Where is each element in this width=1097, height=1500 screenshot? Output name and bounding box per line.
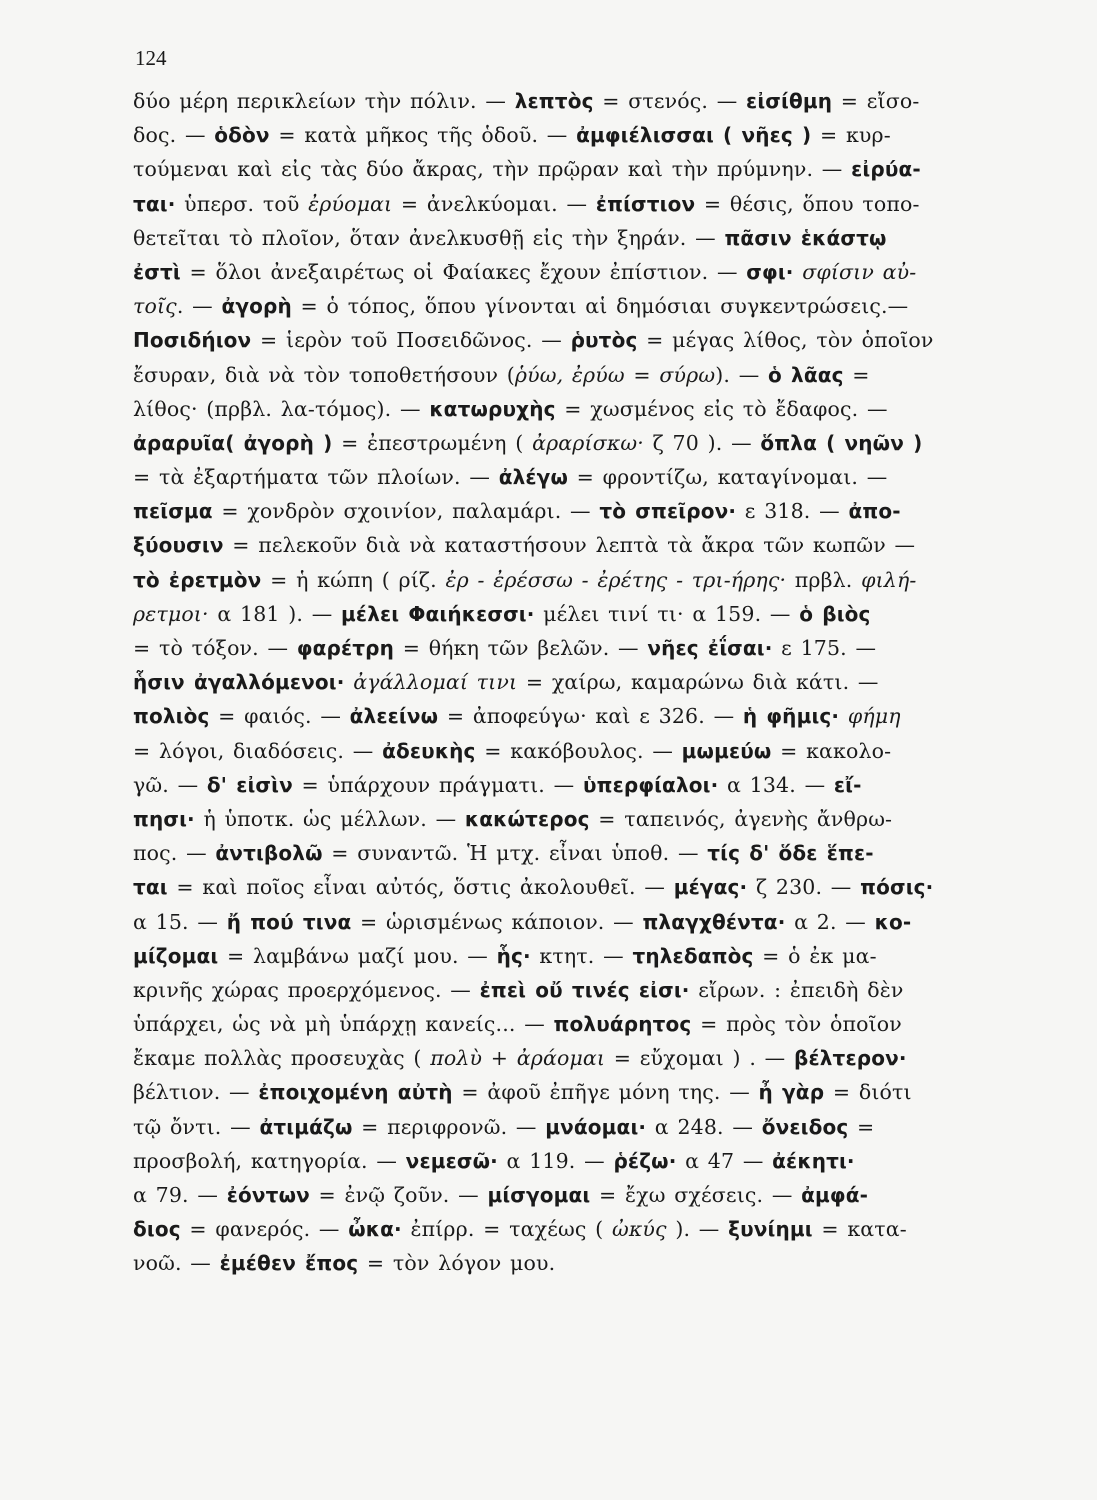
gloss-text: = χωσμένος εἰς τὸ ἔδαφος. — bbox=[555, 396, 888, 421]
text-line bbox=[133, 255, 991, 289]
gloss-text: = στενός. — bbox=[593, 89, 747, 113]
gloss-text: α 119. — bbox=[497, 1148, 614, 1173]
gloss-text: νοῶ. — bbox=[133, 1251, 220, 1276]
headword: ἀμφιέλισσαι ( νῆες ) bbox=[576, 123, 812, 148]
text-line bbox=[133, 221, 991, 255]
gloss-text: = συναντῶ. Ἡ μτχ. εἶναι ὑποθ. — bbox=[322, 841, 708, 866]
headword: ὁ βιὸς bbox=[799, 601, 871, 626]
text-line bbox=[133, 939, 991, 973]
gloss-text: τῷ ὄντι. — bbox=[133, 1114, 260, 1139]
headword: ἦ γὰρ bbox=[758, 1080, 825, 1105]
headword: νῆες ἐΐσαι· bbox=[647, 636, 773, 660]
headword: μέγας· bbox=[673, 875, 748, 900]
gloss-text: ἐπίρρ. = ταχέως ( bbox=[401, 1217, 612, 1242]
headword: κακώτερος bbox=[464, 806, 590, 831]
headword: ἐστὶ bbox=[133, 259, 181, 284]
gloss-text: πρβλ. bbox=[786, 567, 862, 592]
gloss-text: = ἀφοῦ ἐπῆγε μόνη της. — bbox=[452, 1080, 759, 1105]
gloss-text: . — bbox=[176, 294, 222, 319]
text-line bbox=[133, 734, 991, 768]
gloss-text: = ὡρισμένως κάποιον. — bbox=[351, 909, 643, 934]
headword: μίσγομαι bbox=[487, 1183, 591, 1207]
headword: διος bbox=[133, 1217, 181, 1242]
gloss-text: ζ 230. — bbox=[747, 875, 861, 900]
headword: εἴ- bbox=[833, 772, 862, 797]
headword: ὄνειδος bbox=[761, 1114, 849, 1139]
italic-gloss: τοῖς bbox=[133, 294, 177, 319]
gloss-text: κτητ. — bbox=[530, 943, 633, 968]
gloss-text: = ἀποφεύγω· καὶ ε 326. — bbox=[438, 704, 743, 729]
headword: ἀραρυῖα( ἀγορὴ ) bbox=[133, 430, 333, 455]
headword: πησι· bbox=[133, 806, 195, 831]
gloss-text: = καὶ ποῖος εἶναι αὐτός, ὅστις ἀκολουθεῖ. — bbox=[167, 875, 674, 900]
headword: ἀπο- bbox=[848, 499, 901, 524]
headword: κο- bbox=[874, 909, 912, 934]
headword: ὁδὸν bbox=[214, 123, 270, 148]
text-line bbox=[133, 187, 991, 221]
headword: τηλεδαπὸς bbox=[632, 943, 754, 968]
gloss-text: = θήκη τῶν βελῶν. — bbox=[394, 636, 648, 660]
headword: τὸ ἐρετμὸν bbox=[133, 567, 262, 592]
gloss-text bbox=[794, 260, 803, 284]
gloss-text: = χαίρω, καμαρώνω διὰ κάτι. — bbox=[517, 670, 879, 695]
gloss-text: βέλτιον. — bbox=[133, 1080, 259, 1105]
gloss-text: = διότι bbox=[824, 1080, 912, 1105]
text-line bbox=[133, 1178, 991, 1212]
headword: ῥυτὸς bbox=[570, 328, 638, 353]
headword: πεῖσμα bbox=[133, 499, 213, 524]
gloss-text: μέλει τινί τι· α 159. — bbox=[534, 601, 800, 626]
gloss-text: = φανερός. — bbox=[180, 1217, 349, 1242]
headword: εἰσίθμη bbox=[746, 89, 833, 113]
text-line bbox=[133, 1007, 991, 1041]
gloss-text: ε 175. — bbox=[772, 636, 877, 660]
gloss-text: = φαιός. — bbox=[209, 704, 350, 729]
headword: πολιὸς bbox=[133, 704, 210, 729]
text-line bbox=[133, 597, 991, 631]
headword: φαρέτρη bbox=[296, 636, 395, 660]
gloss-text: λίθος· (πρβλ. λα-τόμος). — bbox=[133, 396, 430, 421]
gloss-text: = εὔχομαι ) . — bbox=[605, 1046, 794, 1071]
text-line bbox=[133, 1041, 991, 1075]
gloss-text: γῶ. — bbox=[133, 772, 207, 797]
gloss-text: θετεῖται τὸ πλοῖον, ὅταν ἀνελκυσθῇ εἰς τὴν ξηράν. — bbox=[133, 225, 725, 250]
gloss-text: = τὸν λόγον μου. bbox=[358, 1251, 556, 1276]
gloss-text bbox=[345, 670, 354, 694]
text-line bbox=[133, 118, 991, 152]
gloss-text: κρινῆς χώρας προερχόμενος. — bbox=[133, 977, 480, 1002]
headword: εἰρύα- bbox=[851, 157, 921, 182]
gloss-text: = μέγας λίθος, τὸν ὁποῖον bbox=[637, 328, 934, 353]
text-line bbox=[133, 802, 991, 836]
headword: τὸ σπεῖρον· bbox=[599, 499, 737, 524]
gloss-text: = ὅλοι ἀνεξαιρέτως οἱ Φαίακες ἔχουν ἐπίστιον. — bbox=[180, 259, 747, 284]
headword: πλαγχθέντα· bbox=[642, 909, 786, 934]
gloss-text: α 2. — bbox=[785, 909, 875, 934]
gloss-text: ). — bbox=[666, 1217, 729, 1242]
gloss-text: = ὁ τόπος, ὅπου γίνονται αἱ δημόσιαι συγκεντρώσεις.— bbox=[291, 294, 909, 319]
gloss-text: δύο μέρη περικλείων τὴν πόλιν. — bbox=[133, 89, 515, 113]
text-line bbox=[133, 1144, 991, 1178]
italic-gloss: ἀγάλλομαί τινι bbox=[353, 670, 518, 695]
text-line bbox=[133, 563, 991, 597]
text-line bbox=[133, 836, 991, 870]
headword: ἐπεὶ οὔ τινές εἰσι· bbox=[479, 977, 690, 1002]
gloss-text: ζ 70 ). — bbox=[643, 430, 761, 455]
italic-gloss: φιλή- bbox=[861, 567, 917, 592]
gloss-text: = κατὰ μῆκος τῆς ὁδοῦ. — bbox=[269, 123, 577, 148]
text-line bbox=[133, 1212, 991, 1246]
headword: ἐπίστιον bbox=[595, 191, 696, 216]
text-line bbox=[133, 323, 991, 357]
headword: μίζομαι bbox=[133, 943, 219, 968]
headword: ἡ φῆμις· bbox=[742, 704, 840, 729]
text-line bbox=[133, 1075, 991, 1109]
text-line bbox=[133, 1110, 991, 1144]
text-line bbox=[133, 905, 991, 939]
headword: ἀντιβολῶ bbox=[215, 841, 323, 866]
headword: νεμεσῶ· bbox=[405, 1148, 498, 1173]
headword: ἐμέθεν ἔπος bbox=[219, 1251, 359, 1276]
gloss-text: δος. — bbox=[133, 123, 215, 148]
headword: ἐόντων bbox=[226, 1183, 310, 1207]
page-number: 124 bbox=[135, 46, 167, 70]
headword: ὅπλα ( νηῶν ) bbox=[760, 430, 923, 455]
headword: ἐποιχομένη αὐτὴ bbox=[258, 1080, 453, 1105]
gloss-text: εἴρων. : ἐπειδὴ δὲν bbox=[689, 977, 904, 1002]
gloss-text: = κυρ- bbox=[811, 123, 891, 148]
italic-gloss: πολὺ + ἀράομαι bbox=[430, 1046, 606, 1071]
italic-gloss: σφίσιν αὐ- bbox=[802, 259, 917, 284]
gloss-text: = ἡ κώπη ( ρίζ. bbox=[261, 567, 446, 592]
gloss-text: = λαμβάνω μαζί μου. — bbox=[218, 943, 497, 968]
headword: ἧσιν ἀγαλλόμενοι· bbox=[133, 670, 345, 695]
headword: ῥέζω· bbox=[613, 1148, 677, 1173]
italic-gloss: ἀραρίσκω· bbox=[532, 430, 644, 455]
headword: ὑπερφίαλοι· bbox=[582, 772, 719, 797]
italic-gloss: φήμη bbox=[847, 704, 901, 729]
text-line bbox=[133, 460, 991, 494]
gloss-text bbox=[839, 704, 848, 728]
gloss-text: ε 318. — bbox=[736, 499, 849, 524]
headword: μνάομαι· bbox=[545, 1114, 647, 1139]
text-line bbox=[133, 665, 991, 699]
italic-gloss: ὠκύς bbox=[611, 1217, 667, 1242]
gloss-text: ). — bbox=[715, 362, 769, 387]
headword: ὁ λᾶας bbox=[768, 362, 844, 387]
gloss-text: = κακολο- bbox=[771, 738, 892, 763]
text-line bbox=[133, 1246, 991, 1280]
headword: Ποσιδήιον bbox=[133, 328, 252, 353]
gloss-text: = bbox=[848, 1114, 875, 1139]
gloss-text: α 47 — bbox=[676, 1148, 773, 1173]
gloss-text: = κατα- bbox=[812, 1217, 907, 1242]
text-line bbox=[133, 631, 991, 665]
gloss-text: = ὑπάρχουν πράγματι. — bbox=[292, 772, 583, 797]
italic-gloss: ἐρ - ἐρέσσω - ἐρέτης - τρι-ήρης· bbox=[445, 567, 787, 592]
headword: κατωρυχὴς bbox=[429, 396, 556, 421]
text-line bbox=[133, 494, 991, 528]
italic-gloss: ῥύω, ἐρύω = σύρω bbox=[514, 362, 716, 387]
gloss-text: = bbox=[843, 362, 870, 387]
glossary-text bbox=[133, 84, 991, 1281]
gloss-text: = φροντίζω, καταγίνομαι. — bbox=[567, 465, 888, 490]
headword: ἀδευκὴς bbox=[382, 738, 476, 763]
gloss-text: = ἔχω σχέσεις. — bbox=[590, 1183, 802, 1207]
gloss-text: = ἐπεστρωμένη ( bbox=[332, 430, 533, 455]
headword: ἀλεείνω bbox=[349, 704, 439, 729]
gloss-text: = περιφρονῶ. — bbox=[352, 1114, 546, 1139]
headword: ἀμφά- bbox=[801, 1183, 869, 1207]
gloss-text: = τὸ τόξον. — bbox=[133, 636, 297, 660]
gloss-text: = πρὸς τὸν ὁποῖον bbox=[691, 1012, 902, 1037]
gloss-text: ὑπάρχει, ὡς νὰ μὴ ὑπάρχῃ κανείς... — bbox=[133, 1012, 554, 1037]
gloss-text: α 79. — bbox=[133, 1183, 227, 1207]
gloss-text: = ἱερὸν τοῦ Ποσειδῶνος. — bbox=[251, 328, 571, 353]
gloss-text: α 181 ). — bbox=[208, 601, 342, 626]
gloss-text: = ὁ ἐκ μα- bbox=[753, 943, 877, 968]
gloss-text: = τὰ ἐξαρτήματα τῶν πλοίων. — bbox=[133, 465, 499, 490]
italic-gloss: ρετμοι· bbox=[133, 601, 209, 626]
text-line bbox=[133, 699, 991, 733]
text-line bbox=[133, 358, 991, 392]
gloss-text: προσβολή, κατηγορία. — bbox=[133, 1148, 406, 1173]
headword: πόσις· bbox=[860, 875, 934, 900]
headword: λεπτὸς bbox=[514, 89, 594, 113]
headword: ται· bbox=[133, 191, 176, 216]
gloss-text: = κακόβουλος. — bbox=[475, 738, 682, 763]
headword: πολυάρητος bbox=[553, 1012, 692, 1037]
text-line bbox=[133, 426, 991, 460]
headword: ἀλέγω bbox=[498, 465, 568, 490]
gloss-text: = ταπεινός, ἀγενὴς ἄνθρω- bbox=[589, 806, 893, 831]
gloss-text: τούμεναι καὶ εἰς τὰς δύο ἄκρας, τὴν πρῷραν καὶ τὴν πρύμνην. — bbox=[133, 157, 852, 182]
text-line bbox=[133, 973, 991, 1007]
headword: ξυνίημι bbox=[728, 1217, 813, 1242]
headword: ξύουσιν bbox=[133, 533, 224, 558]
headword: ἀτιμάζω bbox=[259, 1114, 353, 1139]
headword: ἀγορὴ bbox=[221, 294, 292, 319]
headword: πᾶσιν ἑκάστῳ bbox=[724, 225, 887, 250]
gloss-text: ἔκαμε πολλὰς προσευχὰς ( bbox=[133, 1046, 431, 1071]
text-line bbox=[133, 528, 991, 562]
text-line bbox=[133, 152, 991, 186]
italic-gloss: ἐρύομαι bbox=[308, 191, 393, 216]
gloss-text: α 248. — bbox=[646, 1114, 762, 1139]
headword: δ' εἰσὶν bbox=[206, 772, 293, 797]
gloss-text: = εἴσο- bbox=[832, 89, 920, 113]
headword: ται bbox=[133, 875, 168, 900]
gloss-text: ἡ ὑποτκ. ὡς μέλλων. — bbox=[194, 806, 465, 831]
headword: μέλει Φαιήκεσσι· bbox=[341, 601, 535, 626]
gloss-text: = χονδρὸν σχοινίον, παλαμάρι. — bbox=[212, 499, 600, 524]
headword: τίς δ' ὅδε ἕπε- bbox=[707, 841, 874, 866]
headword: ὦκα· bbox=[348, 1217, 402, 1242]
gloss-text: = λόγοι, διαδόσεις. — bbox=[133, 738, 383, 763]
gloss-text: = ἀνελκύομαι. — bbox=[392, 191, 596, 216]
headword: βέλτερον· bbox=[794, 1046, 907, 1071]
headword: μωμεύω bbox=[681, 738, 772, 763]
text-line bbox=[133, 392, 991, 426]
gloss-text: α 15. — bbox=[133, 909, 227, 934]
gloss-text: = ἐνῷ ζοῦν. — bbox=[309, 1183, 488, 1207]
headword: ἧς· bbox=[496, 943, 531, 968]
gloss-text: πος. — bbox=[133, 841, 216, 866]
gloss-text: ἔσυραν, διὰ νὰ τὸν τοποθετήσουν ( bbox=[133, 362, 515, 387]
headword: ἤ πού τινα bbox=[226, 909, 352, 934]
gloss-text: α 134. — bbox=[718, 772, 834, 797]
text-line bbox=[133, 289, 991, 323]
headword: σφι· bbox=[746, 259, 794, 284]
gloss-text: = θέσις, ὅπου τοπο- bbox=[695, 191, 920, 216]
text-line bbox=[133, 768, 991, 802]
gloss-text: ὑπερσ. τοῦ bbox=[175, 191, 309, 216]
headword: ἀέκητι· bbox=[772, 1148, 855, 1173]
text-line bbox=[133, 84, 991, 118]
text-line bbox=[133, 870, 991, 904]
gloss-text: = πελεκοῦν διὰ νὰ καταστήσουν λεπτὰ τὰ ἄκρα τῶν κωπῶν — bbox=[223, 533, 916, 558]
